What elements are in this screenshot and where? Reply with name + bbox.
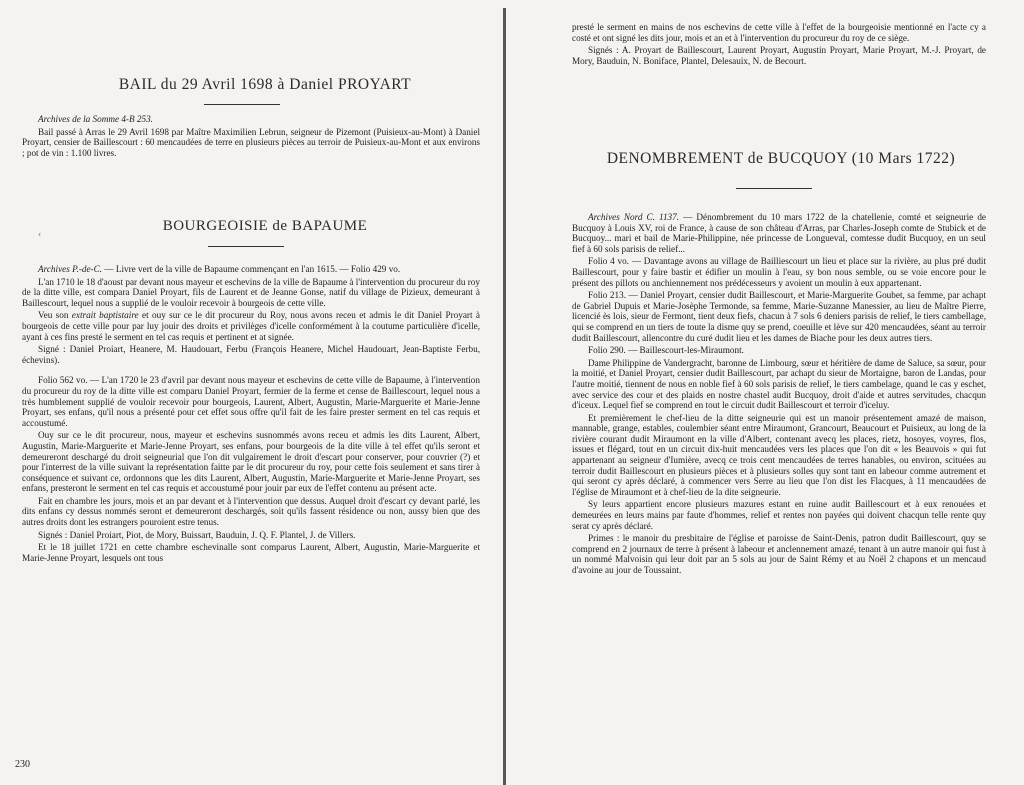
denombrement-folio-290: Folio 290. — Baillescourt-les-Miraumont.: [588, 345, 744, 356]
bourgeoisie-source: Archives P.-de-C. — Livre vert de la ville de Bapaume commençant en l'an 1615. — Folio 429 vo.: [38, 264, 401, 274]
right-page: [508, 0, 1024, 785]
bourgeoisie-title: BOURGEOISIE de BAPAUME: [162, 218, 368, 234]
page-gutter: [503, 8, 506, 785]
oath-continuation: presté le serment en mains de nos eschevins de cette ville à l'effet de la bourgeoisie mentionné en l'acte cy a costé et ont signé les dits jour, mois et an et à l'intervention du procureur du roy de ce siège.: [572, 22, 986, 43]
bail-title: BAIL du 29 Avril 1698 à Daniel PROYART: [118, 76, 412, 93]
page-number: 230: [15, 759, 30, 770]
right-top-section: [572, 22, 986, 68]
bourgeoisie-para-1: L'an 1710 le 18 d'aoust par devant nous mayeur et eschevins de la ville de Bapaume à l'intervention du procureur du roy de la ditte ville, est compara Daniel Proyart, fils de Laurent et de Jeanne Gonse, natif du village de Pizieux, demeurant à Baillescourt, lequel nous a supplié de le vouloir recevoir à bourgeois de cette ville.: [22, 276, 480, 308]
bourgeoisie-title-rule: [208, 246, 284, 247]
denombrement-primes: Primes : le manoir du presbitaire de l'église et paroisse de Saint-Denis, patron dudit Baillescourt, quy se comprend en 2 journaux de terre à présent à labeour et anclennement amazé, tenant à un autre manoir qui fust à un nommé Malvoisin qui leur doit par an 5 sols au jour de Saint Rémy et au Noël 2 chapons et un mencaud d'avoine au jour de Toussaint.: [572, 533, 986, 575]
denombrement-source: Archives Nord C. 1137. — Dénombrement du 10 mars 1722 de la chatellenie, comté et seigneurie de Bucquoy à Louis XV, roi de France, à cause de son château d'Arras, par Charles-Joseph comte de Stubick et de Bucquoy... mari et bail de Marie-Philippine, née princesse de Longueval, comtesse dudit Bucquoy, en un seul fief à 60 sols parisis de relief...: [572, 212, 986, 254]
bourgeoisie-para-fait: Fait en chambre les jours, mois et an par devant et à l'intervention que dessus. Auquel droit d'escart cy devant parlé, les dits enfans cy dessus nommés seront et demeureront deschargés, soit qu'ils fassent résidence ou non, aussy bien que des autres droits dont les estrangers pouroient estre tenus.: [22, 495, 480, 528]
oath-signatures: Signés : A. Proyart de Baillescourt, Laurent Proyart, Augustin Proyart, Marie Proyart, M.-J. Proyart, de Mory, Bauduin, N. Boniface, Plantel, Delesauix, N. de Becourt.: [572, 45, 986, 66]
denombrement-mazures: Sy leurs appartient encore plusieurs mazures estant en ruine audit Baillescourt et à eux renouées et demeurées en leurs mains par faute d'hommes, relief et rentes non payées qui doivent chacqun telle rente quy serat cy après déclaré.: [572, 499, 986, 531]
bourgeoisie-signatures-2: Signés : Daniel Proiart, Piot, de Mory, Buissart, Bauduin, J. Q. F. Plantel, J. de Villers.: [38, 529, 356, 540]
denombrement-title-rule: [736, 188, 812, 189]
denombrement-folio-213: Folio 213. — Daniel Proyart, censier dudit Baillescourt, et Marie-Marguerite Goubet, sa femme, par achapt de Gabriel Dupuis et Marie-Josèphe Termonde, sa femme, Marie-Suzanne Manessier, au lieu de Maître Pierre, licencié ès lois, sieur de Fermont, tient deux fiefs, chacun à 7 sols 6 deniers parisis de relief, le tiers cambellage, qui se comprend en un tiers de toute la disme quy se prend, coeuille et lève sur 420 mencaudées, séant au terroir dudit Baillescourt, allencontre du curé dudit lieu et les dames de Biache pour les deux autres tiers.: [572, 290, 986, 343]
denombrement-chef-lieu: Et premièrement le chef-lieu de la ditte seigneurie qui est un manoir présentement amazé de maison, mannable, grange, estables, coulembier séant entre Miraumont, Grancourt, Beaucourt et Puisieux, au long de la rivière courant dudit Miraumont en la ville d'Albert, contenant avecq les places, rietz, hosoyes, voyres, flos, issues et flégard, tout en un circuit dix-huit mencaudées vers les places que l'on dit « les Beauvois » qui fut appartenant au seigneur d'Iumière, avecq ce trois cent mencaudées de terres hanables, ou environ, scituées au terroir dudit Baillescourt en plusieurs pièces et à plusieurs solles quy sont tant en labeour comme autrement et qui seront cy après déclaré, à commencer vers Serre au lieu que l'on dist les Flacques, à 11 mencaudées de l'église de Miraumont et à chef-lieu de la dite seigneurie.: [572, 412, 986, 497]
bail-text: Bail passé à Arras le 29 Avril 1698 par Maître Maximilien Lebrun, seigneur de Pizemont (Puisieux-au-Mont) à Daniel Proyart, censier de Baillescourt : 60 mencaudées de terre en plusieurs pièces au terroir de Puisieux-au-Mont et aux environs ; pot de vin : 1.100 livres.: [22, 126, 480, 158]
bourgeoisie-para-2: Veu son extrait baptistaire et ouy sur ce le dit procureur du Roy, nous avons receu et admis le dit Daniel Proyart à bourgeois de cette ville pour par luy jouir des droits et privilèges d'icelle conformément à la coutume particulière d'icelle, ayant à ces fins presté le serment en tel cas requis et pertinent et at signée.: [22, 310, 480, 342]
bourgeoisie-section: [22, 264, 480, 565]
denombrement-section: [572, 212, 986, 578]
denombrement-folio-4: Folio 4 vo. — Davantage avons au village de Bailliescourt un lieu et place sur la rivière, au plus pré dudit Baillescourt, pour y faire bastir et édifier un moulin à l'eau, sy bon nous semble, ou se voie encore pour le présent des pillots ou anchiennement nos prédécesseurs y avoient un moulin à eux appartenant.: [572, 256, 986, 288]
bail-source: Archives de la Somme 4-B 253.: [38, 114, 153, 124]
bourgeoisie-para-folio-562: Folio 562 vo. — L'an 1720 le 23 d'avril par devant nous mayeur et eschevins de cette ville de Bapaume, à l'intervention du procureur du roy de la ditte ville est comparu Daniel Proyart, fermier de la ferme et cense de Baillescourt, lequel nous a très humblement supplié de vouloir recevoir pour bourgeois, Laurent, Albert, Augustin, Marie-Marguerite et Marie-Jenne Proyart, ses enfans, qu'il nous a présenté pour cet effet sous offre qu'il fait de les faire prester serment en tel cas requis et accoustumé.: [22, 375, 480, 428]
bourgeoisie-signatures-1: Signé : Daniel Proiart, Heanere, M. Haudouart, Ferbu (François Heanere, Michel Haudouart, Jean-Baptiste Ferbu, échevins).: [22, 344, 480, 365]
margin-mark: ‹: [38, 230, 42, 239]
bourgeoisie-para-ouy: Ouy sur ce le dit procureur, nous, mayeur et eschevins susnommés avons receu et admis les dits Laurent, Albert, Augustin, Marie-Marguerite et Marie-Jenne Proyart, ses enfans, pour bourgeois de la dite ville à tel effet qu'ils seront et demeureront deschargé du droit seigneurial que l'on dit vulgairement le droit d'escart pour conserver, pour couvrier (?) et pour l'interrest de la ville suivant la représentation faitte par le dit procureur du roy, pour cette fois seulement et sans tirer à conséquence et suivant ce, ordonnons que les dits Laurent, Albert, Augustin, Marie-Marguerite et Marie-Jenne Proyart, ses enfans, presteront le serment en tel cas requis et accoustumé pour jouir par eux de l'effet contenu au présent acte.: [22, 430, 480, 494]
left-page: [0, 0, 505, 785]
denombrement-title: DENOMBREMENT de BUCQUOY (10 Mars 1722): [606, 150, 956, 167]
bourgeoisie-para-1721: Et le 18 juillet 1721 en cette chambre eschevinalle sont comparus Laurent, Albert, Augustin, Marie-Marguerite et Marie-Jenne Proyart, lesquels ont tous: [22, 542, 480, 563]
bail-title-rule: [204, 104, 280, 105]
denombrement-dame-philippine: Dame Philippine de Vandergracht, baronne de Limbourg, sœur et héritière de dame de Saluce, sa sœur, pour la moitié, et Daniel Proyart, censier dudit Baillescourt, par achapt du sieur de Mortaigne, baron de Landas, pour l'autre moitié, tiennent de nous en noble fief à 60 sols parisis de relief, le tiers cambelage, quand le cas y eschet, avec service des cour et des plaids en nostre chastel audit Bucquoy, droit d'aide et autres servitudes, chacqun d'iceux. Lequel fief se comprend en tout le circuit dudit Baillescourt et terroir d'iceluy.: [572, 357, 986, 411]
bail-section: [22, 114, 480, 160]
